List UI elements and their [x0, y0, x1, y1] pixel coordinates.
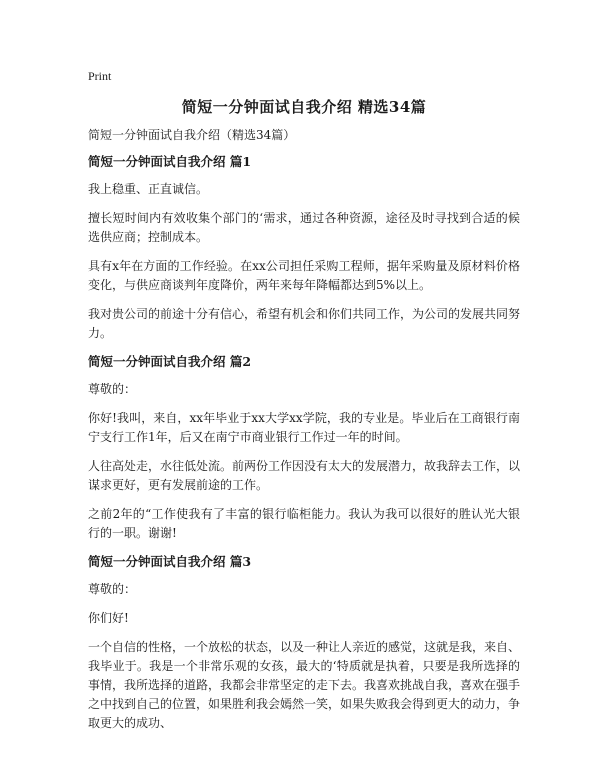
document-page	[88, 68, 520, 743]
document-subtitle: 简短一分钟面试自我介绍（精选34篇）	[88, 128, 296, 142]
print-link[interactable]: Print	[88, 69, 112, 83]
section-heading: 简短一分钟面试自我介绍 篇1	[88, 154, 252, 169]
paragraph: 你好!我叫，来自，xx年毕业于xx大学xx学院，我的专业是。毕业后在工商银行南宁支行工作1年，后又在南宁市商业银行工作过一年的时间。	[88, 411, 520, 444]
paragraph: 尊敬的：	[88, 582, 137, 596]
section-3	[88, 553, 520, 733]
section-heading: 简短一分钟面试自我介绍 篇2	[88, 354, 252, 369]
section-1	[88, 153, 520, 343]
paragraph: 我对贵公司的前途十分有信心，希望有机会和你们共同工作，为公司的发展共同努力。	[88, 307, 521, 340]
section-2	[88, 353, 520, 543]
page-title: 简短一分钟面试自我介绍 精选34篇	[181, 98, 427, 116]
paragraph: 擅长短时间内有效收集个部门的‘需求，通过各种资源，途径及时寻找到合适的候选供应商；控制成本。	[88, 211, 520, 244]
paragraph: 一个自信的性格，一个放松的状态，以及一种让人亲近的感觉，这就是我，来自、我毕业于。我是一个非常乐观的女孩，最大的‘特质就是执着，只要是我所选择的事情，我所选择的道路，我都会非常坚定的走下去。我喜欢挑战自我，喜欢在强手之中找到自己的位置，如果胜利我会嫣然一笑，如果失败我会得到更大的动力，争取更大的成功、	[88, 640, 521, 730]
paragraph: 我上稳重、正直诚信。	[88, 182, 209, 196]
paragraph: 之前2年的“工作使我有了丰富的银行临柜能力。我认为我可以很好的胜认光大银行的一职。谢谢!	[88, 507, 520, 540]
paragraph: 尊敬的：	[88, 382, 137, 396]
paragraph: 人往高处走，水往低处流。前两份工作因没有太大的发展潜力，故我辞去工作，以谋求更好，更有发展前途的工作。	[88, 459, 521, 492]
paragraph: 具有x年在方面的工作经验。在xx公司担任采购工程师，据年采购量及原材料价格变化，与供应商谈判年度降价，两年来每年降幅都达到5%以上。	[88, 259, 520, 292]
paragraph: 你们好!	[88, 611, 129, 625]
section-heading: 简短一分钟面试自我介绍 篇3	[88, 554, 252, 569]
